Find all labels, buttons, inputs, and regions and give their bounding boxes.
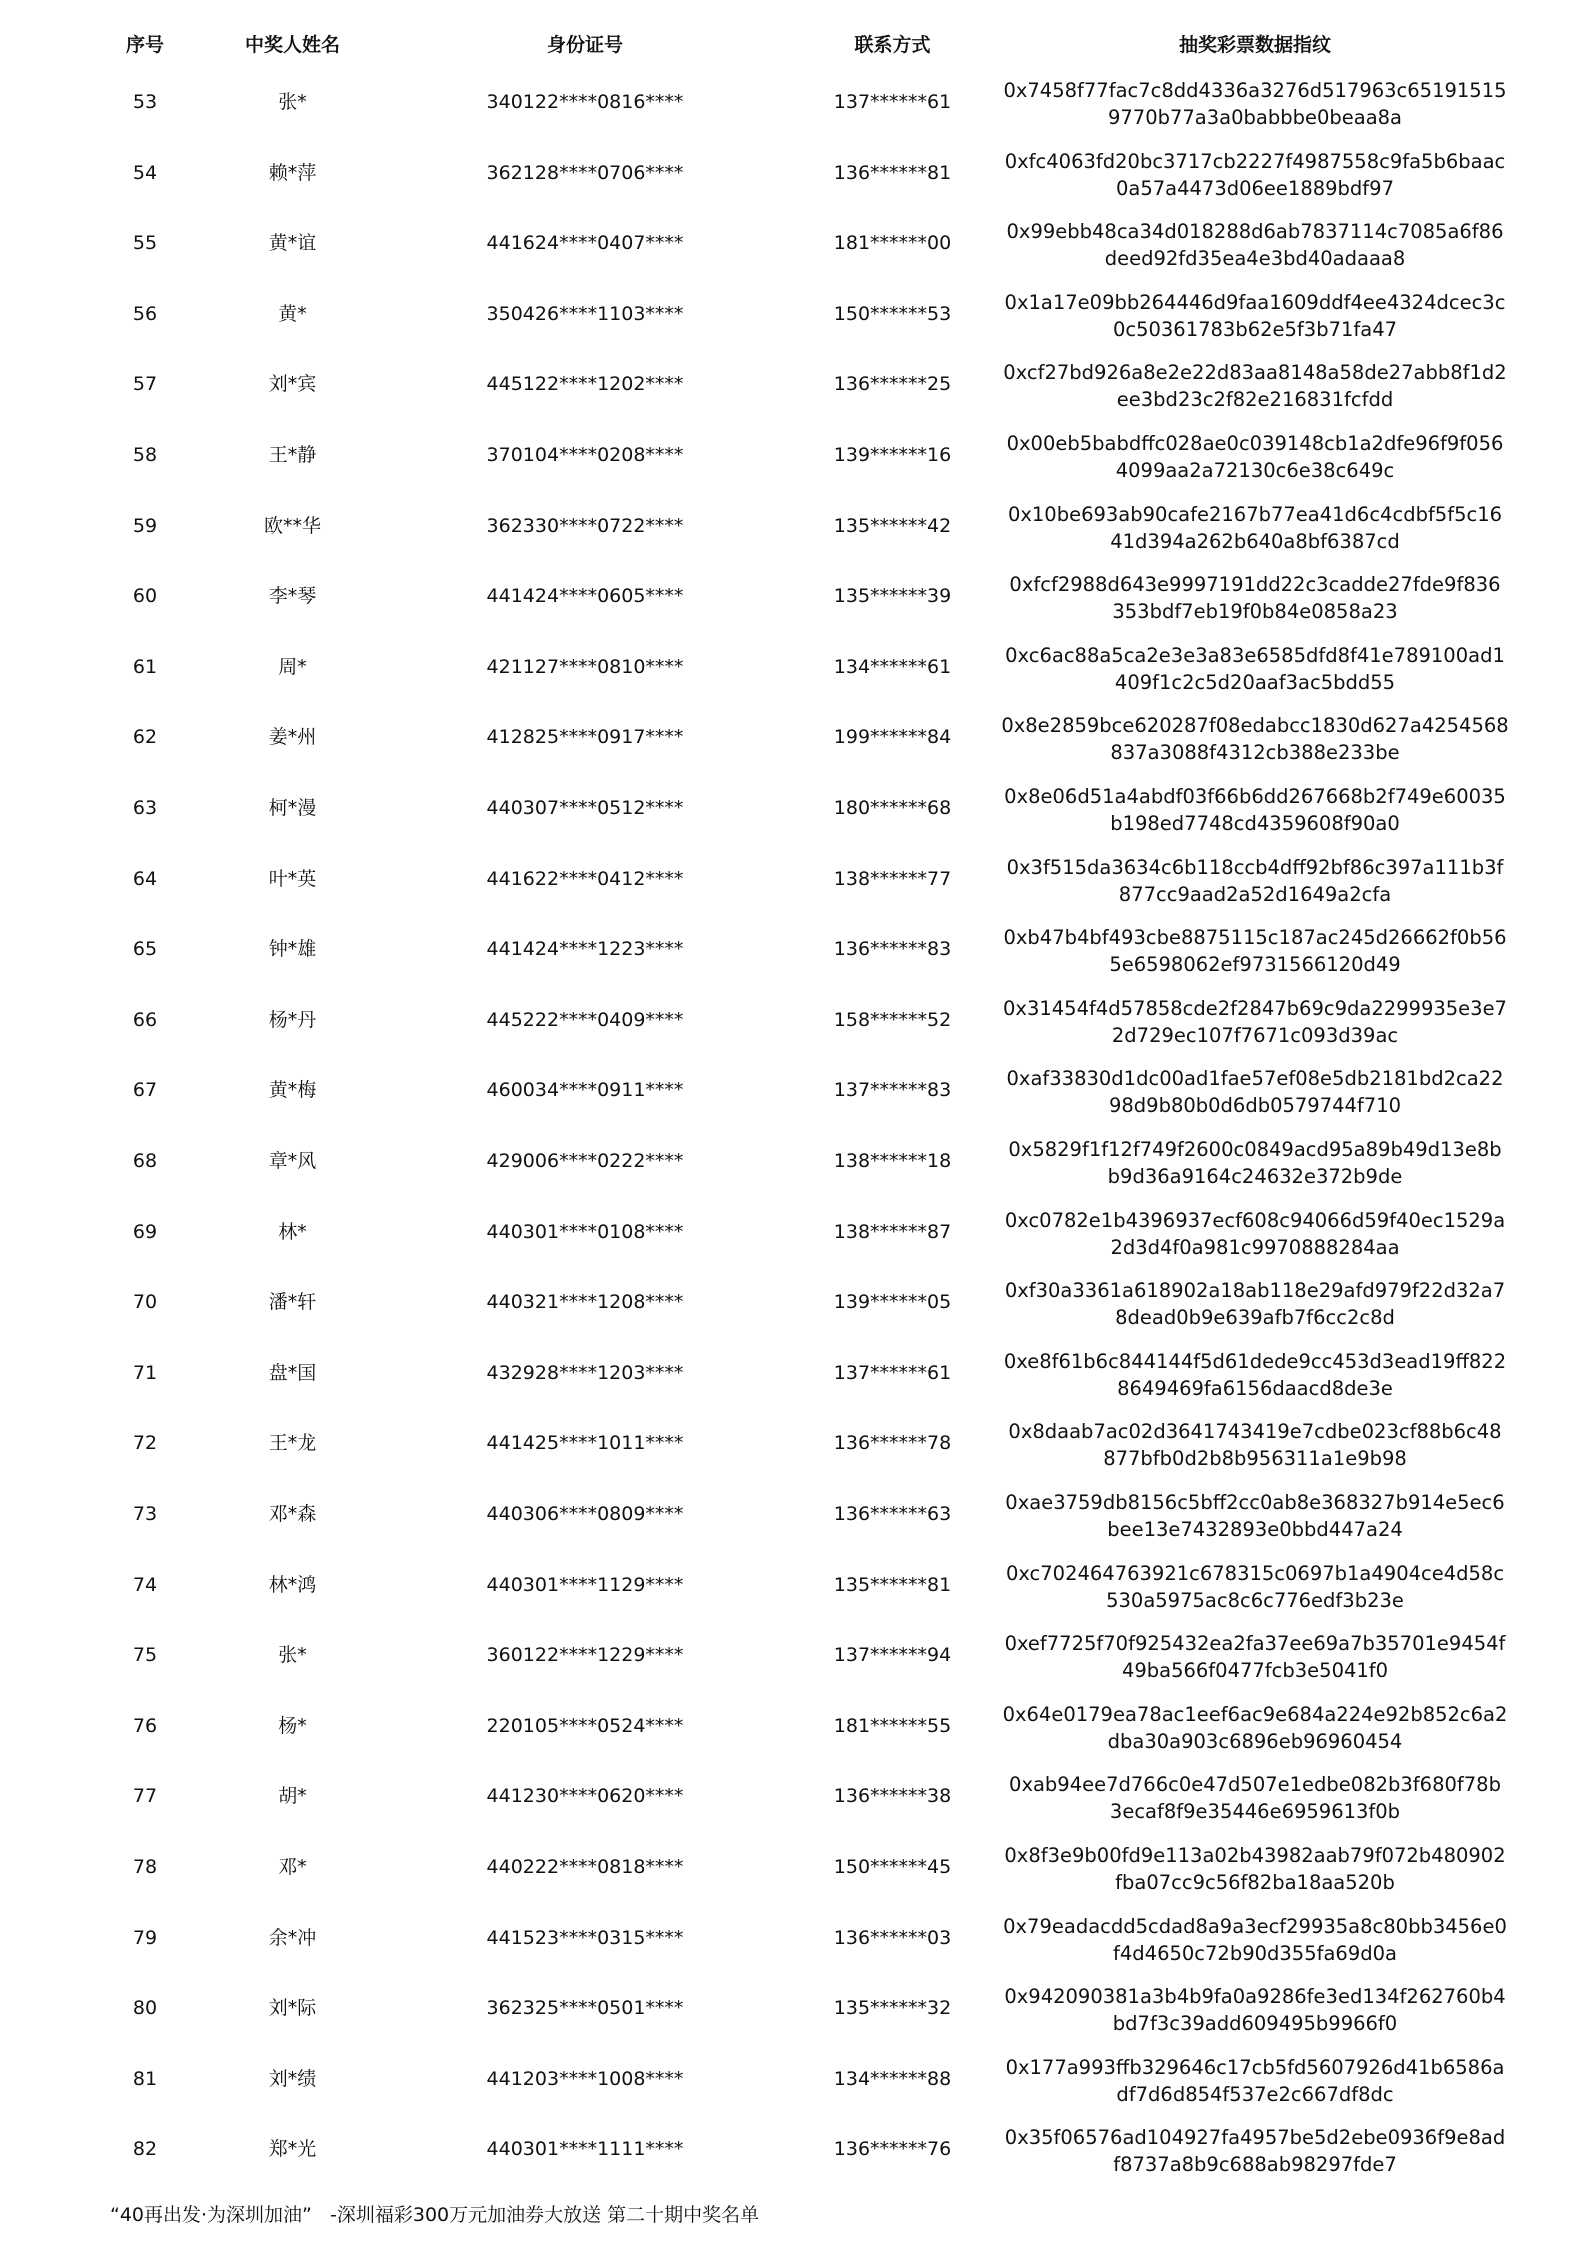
- id-number: 421127****0810****: [486, 655, 684, 678]
- id-number: 441624****0407****: [486, 232, 684, 255]
- fingerprint-line-1: 0xef7725f70f925432ea2fa37ee69a7b35701e9454f: [1004, 1632, 1506, 1656]
- row-number: 69: [132, 1220, 158, 1243]
- fingerprint-line-2: df7d6d854f537e2c667df8dc: [1116, 2082, 1394, 2106]
- table-row: [0, 1126, 1586, 1196]
- lottery-fingerprint: [1000, 1065, 1510, 1119]
- id-number: 441622****0412****: [486, 867, 684, 890]
- id-number: 350426****1103****: [486, 302, 684, 325]
- fingerprint-line-2: f8737a8b9c688ab98297fde7: [1113, 2153, 1397, 2177]
- winner-name: 钟*雄: [268, 938, 317, 961]
- header-name: 中奖人姓名: [244, 34, 340, 56]
- fingerprint-line-1: 0x3f515da3634c6b118ccb4dff92bf86c397a111b3f: [1006, 855, 1504, 879]
- table-row: [0, 2044, 1586, 2114]
- row-number: 64: [132, 867, 158, 890]
- lottery-fingerprint: [1000, 712, 1510, 766]
- contact-phone: 136******38: [833, 1785, 952, 1808]
- contact-phone: 139******16: [833, 444, 952, 466]
- contact-phone: 135******32: [833, 1997, 952, 2020]
- contact-phone: 199******84: [833, 726, 952, 749]
- table-row: [0, 491, 1586, 561]
- lottery-fingerprint: [1000, 148, 1510, 202]
- fingerprint-line-2: bee13e7432893e0bbd447a24: [1107, 1518, 1403, 1541]
- fingerprint-line-1: 0xc702464763921c678315c0697b1a4904ce4d58c: [1005, 1561, 1505, 1585]
- winner-name: 杨*丹: [268, 1008, 317, 1031]
- id-number: 441424****0605****: [486, 585, 684, 608]
- lottery-fingerprint: [1000, 783, 1510, 837]
- contact-phone: 138******18: [833, 1150, 952, 1172]
- contact-phone: 139******05: [833, 1291, 952, 1314]
- row-number: 55: [132, 232, 158, 255]
- fingerprint-line-2: dba30a903c6896eb96960454: [1107, 1729, 1403, 1753]
- row-number: 58: [132, 444, 158, 466]
- contact-phone: 137******61: [833, 91, 952, 113]
- fingerprint-line-1: 0xc0782e1b4396937ecf608c94066d59f40ec1529a: [1004, 1208, 1506, 1232]
- winner-name: 欧**华: [263, 514, 321, 537]
- row-number: 75: [132, 1644, 158, 1667]
- winner-name: 胡*: [278, 1785, 307, 1808]
- id-number: 429006****0222****: [486, 1150, 684, 1172]
- lottery-fingerprint: [1000, 1983, 1510, 2037]
- winner-name: 黄*谊: [268, 232, 317, 255]
- row-number: 74: [132, 1573, 158, 1596]
- winner-name: 李*琴: [268, 585, 317, 608]
- row-number: 57: [132, 373, 158, 396]
- id-number: 340122****0816****: [486, 91, 684, 113]
- id-number: 440307****0512****: [486, 797, 684, 819]
- contact-phone: 136******03: [833, 1926, 952, 1949]
- fingerprint-line-1: 0xfcf2988d643e9997191dd22c3cadde27fde9f836: [1009, 573, 1501, 597]
- fingerprint-line-1: 0x7458f77fac7c8dd4336a3276d517963c65191515: [1003, 79, 1507, 102]
- row-number: 70: [132, 1291, 158, 1314]
- header-id-number: 身份证号: [546, 34, 623, 56]
- fingerprint-line-1: 0x177a993ffb329646c17cb5fd5607926d41b6586a: [1005, 2055, 1505, 2079]
- table-row: [0, 1055, 1586, 1125]
- lottery-fingerprint: [1000, 1348, 1510, 1402]
- fingerprint-line-2: 41d394a262b640a8bf6387cd: [1110, 529, 1400, 553]
- winner-name: 刘*绩: [268, 2067, 317, 2090]
- lottery-fingerprint: [1000, 1701, 1510, 1755]
- lottery-fingerprint: [1000, 218, 1510, 272]
- id-number: 440301****1111****: [486, 2138, 684, 2161]
- lottery-fingerprint: [1000, 1630, 1510, 1684]
- winner-name: 柯*漫: [268, 797, 317, 819]
- row-number: 76: [132, 1714, 158, 1737]
- id-number: 360122****1229****: [486, 1644, 684, 1667]
- fingerprint-line-2: 5e6598062ef9731566120d49: [1109, 953, 1401, 977]
- fingerprint-line-2: bd7f3c39add609495b9966f0: [1112, 2012, 1398, 2036]
- fingerprint-line-2: 98d9b80b0d6db0579744f710: [1108, 1094, 1402, 1118]
- table-row: [0, 985, 1586, 1055]
- table-row: [0, 1197, 1586, 1267]
- winner-name: 郑*光: [268, 2138, 317, 2161]
- id-number: 440321****1208****: [486, 1291, 684, 1314]
- row-number: 72: [132, 1432, 158, 1455]
- row-number: 80: [132, 1997, 158, 2020]
- fingerprint-line-1: 0x00eb5babdffc028ae0c039148cb1a2dfe96f9f056: [1006, 432, 1504, 455]
- lottery-fingerprint: [1000, 1560, 1510, 1614]
- contact-phone: 150******53: [833, 302, 952, 325]
- contact-phone: 135******81: [833, 1573, 952, 1596]
- contact-phone: 136******76: [833, 2138, 952, 2161]
- table-row: [0, 138, 1586, 208]
- header-no: 序号: [125, 34, 164, 56]
- fingerprint-line-2: 8649469fa6156daacd8de3e: [1117, 1376, 1393, 1400]
- header-fingerprint: 抽奖彩票数据指纹: [1178, 34, 1331, 56]
- lottery-fingerprint: [1000, 2054, 1510, 2108]
- winner-name: 邓*: [278, 1856, 307, 1878]
- id-number: 370104****0208****: [486, 444, 684, 466]
- contact-phone: 181******55: [833, 1714, 952, 1737]
- table-row: [0, 1267, 1586, 1337]
- fingerprint-line-2: 837a3088f4312cb388e233be: [1110, 741, 1400, 765]
- row-number: 60: [132, 585, 158, 608]
- contact-phone: 136******78: [833, 1432, 952, 1455]
- fingerprint-line-1: 0x64e0179ea78ac1eef6ac9e684a224e92b852c6a2: [1002, 1702, 1508, 1726]
- row-number: 77: [132, 1785, 158, 1808]
- id-number: 445222****0409****: [486, 1008, 684, 1031]
- lottery-fingerprint: [1000, 501, 1510, 555]
- id-number: 440301****1129****: [486, 1573, 684, 1596]
- contact-phone: 137******94: [833, 1644, 952, 1667]
- winner-name: 章*风: [268, 1150, 317, 1172]
- id-number: 445122****1202****: [486, 373, 684, 396]
- lottery-fingerprint: [1000, 1771, 1510, 1825]
- fingerprint-line-2: 49ba566f0477fcb3e5041f0: [1121, 1659, 1389, 1683]
- fingerprint-line-2: 9770b77a3a0babbbe0beaa8a: [1107, 106, 1403, 129]
- fingerprint-line-1: 0x8e06d51a4abdf03f66b6dd267668b2f749e60035: [1004, 785, 1506, 808]
- winner-name: 盘*国: [268, 1361, 317, 1384]
- id-number: 441425****1011****: [486, 1432, 684, 1455]
- page-footer: “40再出发·为深圳加油” -深圳福彩300万元加油券大放送 第二十期中奖名单: [110, 2204, 760, 2226]
- lottery-fingerprint: [1000, 359, 1510, 413]
- lottery-fingerprint: [1000, 1913, 1510, 1967]
- lottery-fingerprint: [1000, 1277, 1510, 1331]
- winner-name: 张*: [278, 1644, 307, 1667]
- row-number: 67: [132, 1079, 158, 1102]
- contact-phone: 134******88: [833, 2067, 952, 2090]
- winner-name: 刘*宾: [268, 373, 317, 396]
- lottery-fingerprint: [1000, 2124, 1510, 2178]
- lottery-fingerprint: [1000, 571, 1510, 625]
- contact-phone: 135******42: [833, 514, 952, 537]
- lottery-fingerprint: [1000, 1136, 1510, 1190]
- fingerprint-line-2: deed92fd35ea4e3bd40adaaa8: [1104, 247, 1406, 271]
- fingerprint-line-1: 0x31454f4d57858cde2f2847b69c9da2299935e3e7: [1003, 996, 1507, 1020]
- id-number: 440306****0809****: [486, 1503, 684, 1525]
- winner-name: 张*: [278, 91, 307, 113]
- row-number: 79: [132, 1926, 158, 1949]
- fingerprint-line-1: 0x8f3e9b00fd9e113a02b43982aab79f072b480902: [1004, 1844, 1506, 1867]
- winner-name: 余*冲: [268, 1926, 317, 1949]
- table-row: [0, 208, 1586, 278]
- fingerprint-line-1: 0xf30a3361a618902a18ab118e29afd979f22d32a7: [1004, 1279, 1506, 1303]
- winner-name: 王*龙: [268, 1432, 317, 1455]
- row-number: 82: [132, 2138, 158, 2161]
- table-row: [0, 1691, 1586, 1761]
- contact-phone: 137******61: [833, 1361, 952, 1384]
- id-number: 362128****0706****: [486, 161, 684, 184]
- winner-name: 邓*森: [268, 1503, 317, 1525]
- fingerprint-line-1: 0x5829f1f12f749f2600c0849acd95a89b49d13e8b: [1008, 1138, 1502, 1161]
- table-row: [0, 1761, 1586, 1831]
- fingerprint-line-1: 0xc6ac88a5ca2e3e3a83e6585dfd8f41e789100ad1: [1005, 643, 1505, 667]
- fingerprint-line-1: 0x79eadacdd5cdad8a9a3ecf29935a8c80bb3456e0: [1003, 1914, 1507, 1938]
- id-number: 362325****0501****: [486, 1997, 684, 2020]
- fingerprint-line-2: b198ed7748cd4359608f90a0: [1110, 812, 1400, 835]
- table-row: [0, 349, 1586, 419]
- table-row: [0, 1903, 1586, 1973]
- row-number: 66: [132, 1008, 158, 1031]
- lottery-fingerprint: [1000, 642, 1510, 696]
- fingerprint-line-1: 0xae3759db8156c5bff2cc0ab8e368327b914e5ec6: [1005, 1491, 1505, 1514]
- lottery-fingerprint: [1000, 289, 1510, 343]
- lottery-fingerprint: [1000, 77, 1510, 131]
- table-row: [0, 1620, 1586, 1690]
- fingerprint-line-2: fba07cc9c56f82ba18aa520b: [1115, 1871, 1395, 1894]
- table-row: [0, 420, 1586, 490]
- table-row: [0, 702, 1586, 772]
- id-number: 460034****0911****: [486, 1079, 684, 1102]
- contact-phone: 136******25: [833, 373, 952, 396]
- fingerprint-line-2: 4099aa2a72130c6e38c649c: [1115, 459, 1395, 482]
- fingerprint-line-2: 0a57a4473d06ee1889bdf97: [1116, 176, 1394, 200]
- contact-phone: 181******00: [833, 232, 952, 255]
- contact-phone: 135******39: [833, 585, 952, 608]
- row-number: 61: [132, 655, 158, 678]
- table-row: [0, 914, 1586, 984]
- fingerprint-line-1: 0x10be693ab90cafe2167b77ea41d6c4cdbf5f5c16: [1007, 502, 1503, 526]
- fingerprint-line-2: 0c50361783b62e5f3b71fa47: [1112, 317, 1398, 341]
- row-number: 63: [132, 797, 158, 819]
- table-row: [0, 1479, 1586, 1549]
- table-row: [0, 561, 1586, 631]
- winner-name: 黄*梅: [268, 1079, 317, 1102]
- table-row: [0, 2114, 1586, 2184]
- row-number: 59: [132, 514, 158, 537]
- table-row: [0, 1408, 1586, 1478]
- lottery-fingerprint: [1000, 1207, 1510, 1261]
- row-number: 62: [132, 726, 158, 749]
- lottery-fingerprint: [1000, 430, 1510, 484]
- table-row: [0, 1550, 1586, 1620]
- row-number: 73: [132, 1503, 158, 1525]
- winner-name: 赖*萍: [268, 161, 317, 184]
- winner-name: 王*静: [268, 444, 317, 466]
- lottery-fingerprint: [1000, 1418, 1510, 1472]
- row-number: 53: [132, 91, 158, 113]
- id-number: 412825****0917****: [486, 726, 684, 749]
- fingerprint-line-1: 0x1a17e09bb264446d9faa1609ddf4ee4324dcec3c: [1004, 290, 1506, 314]
- contact-phone: 136******63: [833, 1503, 952, 1525]
- contact-phone: 150******45: [833, 1856, 952, 1878]
- winner-name: 刘*际: [268, 1997, 317, 2020]
- row-number: 71: [132, 1361, 158, 1384]
- id-number: 362330****0722****: [486, 514, 684, 537]
- row-number: 54: [132, 161, 158, 184]
- winner-name: 林*鸿: [268, 1573, 317, 1596]
- id-number: 441424****1223****: [486, 938, 684, 961]
- fingerprint-line-1: 0xe8f61b6c844144f5d61dede9cc453d3ead19ff822: [1003, 1349, 1507, 1373]
- contact-phone: 180******68: [833, 797, 952, 819]
- contact-phone: 134******61: [833, 655, 952, 678]
- contact-phone: 136******83: [833, 938, 952, 961]
- winner-name: 黄*: [278, 302, 307, 325]
- winner-name: 潘*轩: [268, 1291, 317, 1314]
- fingerprint-line-2: 2d3d4f0a981c9970888284aa: [1110, 1235, 1400, 1259]
- fingerprint-line-1: 0x35f06576ad104927fa4957be5d2ebe0936f9e8ad: [1004, 2126, 1506, 2150]
- contact-phone: 138******87: [833, 1220, 952, 1243]
- lottery-fingerprint: [1000, 924, 1510, 978]
- table-row: [0, 773, 1586, 843]
- fingerprint-line-1: 0x8e2859bce620287f08edabcc1830d627a4254568: [1001, 714, 1509, 738]
- fingerprint-line-2: 530a5975ac8c6c776edf3b23e: [1106, 1588, 1404, 1612]
- contact-phone: 158******52: [833, 1008, 952, 1031]
- table-row: [0, 844, 1586, 914]
- id-number: 441203****1008****: [486, 2067, 684, 2090]
- contact-phone: 138******77: [833, 867, 952, 890]
- lottery-fingerprint: [1000, 995, 1510, 1049]
- lottery-fingerprint: [1000, 1842, 1510, 1896]
- table-row: [0, 1973, 1586, 2043]
- fingerprint-line-2: 877cc9aad2a52d1649a2cfa: [1118, 882, 1392, 906]
- table-row: [0, 632, 1586, 702]
- row-number: 68: [132, 1150, 158, 1172]
- id-number: 440301****0108****: [486, 1220, 684, 1243]
- fingerprint-line-2: 2d729ec107f7671c093d39ac: [1111, 1023, 1399, 1047]
- winner-name: 林*: [278, 1220, 307, 1243]
- id-number: 441230****0620****: [486, 1785, 684, 1808]
- fingerprint-line-2: 3ecaf8f9e35446e6959613f0b: [1109, 1800, 1401, 1824]
- row-number: 81: [132, 2067, 158, 2090]
- table-row: [0, 67, 1586, 137]
- fingerprint-line-2: b9d36a9164c24632e372b9de: [1107, 1165, 1403, 1188]
- fingerprint-line-1: 0xfc4063fd20bc3717cb2227f4987558c9fa5b6baac: [1004, 149, 1506, 173]
- lottery-fingerprint: [1000, 1489, 1510, 1543]
- fingerprint-line-2: ee3bd23c2f82e216831fcfdd: [1116, 388, 1394, 412]
- table-row: [0, 1832, 1586, 1902]
- fingerprint-line-1: 0xcf27bd926a8e2e22d83aa8148a58de27abb8f1d2: [1003, 361, 1507, 385]
- winner-name: 姜*州: [268, 726, 317, 749]
- contact-phone: 136******81: [833, 161, 952, 184]
- table-header: [0, 30, 1586, 60]
- row-number: 78: [132, 1856, 158, 1878]
- fingerprint-line-2: 353bdf7eb19f0b84e0858a23: [1112, 600, 1398, 624]
- fingerprint-line-2: 8dead0b9e639afb7f6cc2c8d: [1115, 1306, 1395, 1330]
- fingerprint-line-2: f4d4650c72b90d355fa69d0a: [1113, 1941, 1397, 1965]
- fingerprint-line-1: 0x8daab7ac02d3641743419e7cdbe023cf88b6c48: [1008, 1420, 1502, 1444]
- fingerprint-line-2: 409f1c2c5d20aaf3ac5bdd55: [1114, 670, 1396, 694]
- id-number: 432928****1203****: [486, 1361, 684, 1384]
- header-contact: 联系方式: [854, 34, 931, 56]
- lottery-fingerprint: [1000, 854, 1510, 908]
- row-number: 65: [132, 938, 158, 961]
- id-number: 440222****0818****: [486, 1856, 684, 1878]
- fingerprint-line-1: 0xab94ee7d766c0e47d507e1edbe082b3f680f78b: [1009, 1773, 1501, 1797]
- fingerprint-line-1: 0x99ebb48ca34d018288d6ab7837114c7085a6f86: [1006, 220, 1504, 244]
- id-number: 220105****0524****: [486, 1714, 684, 1737]
- table-row: [0, 1338, 1586, 1408]
- winner-name: 周*: [278, 655, 307, 678]
- fingerprint-line-1: 0x942090381a3b4b9fa0a9286fe3ed134f262760b4: [1004, 1985, 1506, 2009]
- fingerprint-line-2: 877bfb0d2b8b956311a1e9b98: [1103, 1447, 1407, 1471]
- winner-name: 杨*: [278, 1714, 307, 1737]
- winner-name: 叶*英: [268, 867, 317, 890]
- table-row: [0, 279, 1586, 349]
- contact-phone: 137******83: [833, 1079, 952, 1102]
- fingerprint-line-1: 0xb47b4bf493cbe8875115c187ac245d26662f0b56: [1003, 926, 1507, 950]
- row-number: 56: [132, 302, 158, 325]
- fingerprint-line-1: 0xaf33830d1dc00ad1fae57ef08e5db2181bd2ca22: [1006, 1067, 1504, 1091]
- id-number: 441523****0315****: [486, 1926, 684, 1949]
